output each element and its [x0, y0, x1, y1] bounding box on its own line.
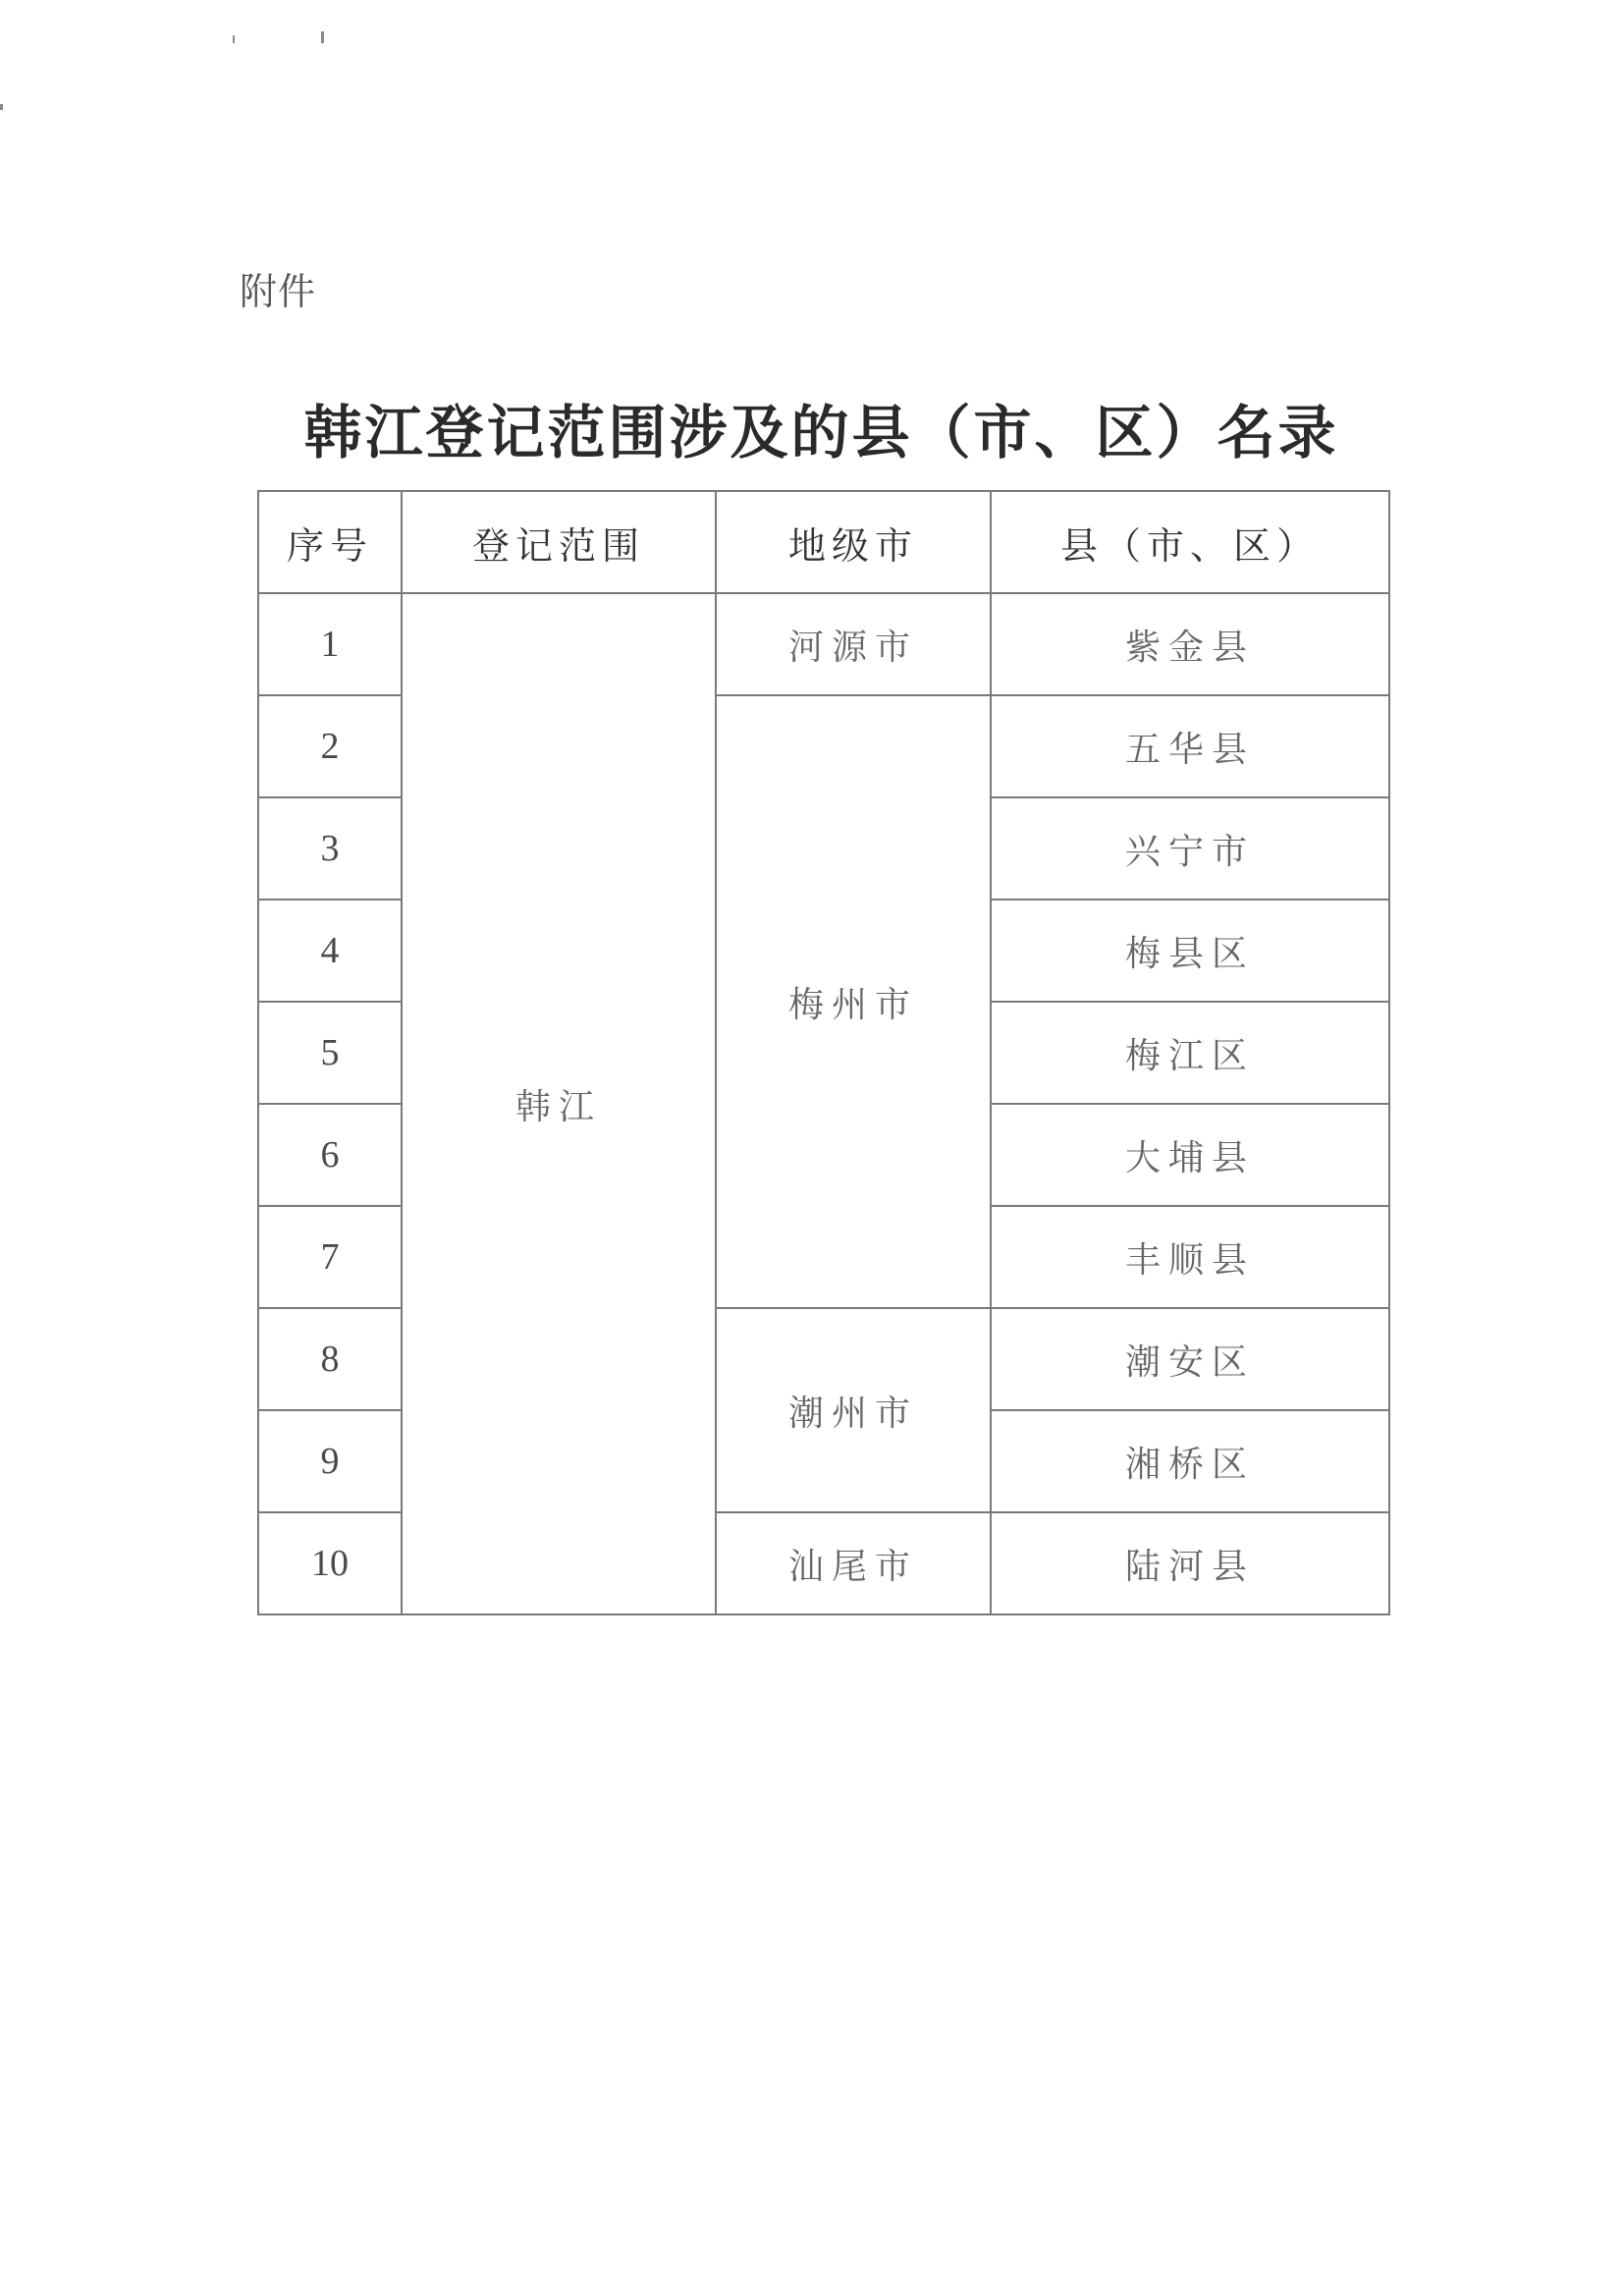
row-seq: 8: [258, 1308, 402, 1410]
row-seq: 2: [258, 695, 402, 797]
header-scope: 登记范围: [402, 491, 716, 593]
county-cell: 大埔县: [991, 1104, 1389, 1206]
row-seq: 6: [258, 1104, 402, 1206]
row-seq: 5: [258, 1002, 402, 1104]
scan-mark: [233, 35, 235, 43]
document-title: 韩江登记范围涉及的县（市、区）名录: [303, 399, 1339, 466]
table-row: [258, 593, 1389, 695]
county-cell: 陆河县: [991, 1512, 1389, 1614]
county-cell: 紫金县: [991, 593, 1389, 695]
county-cell: 梅县区: [991, 900, 1389, 1002]
row-seq: 4: [258, 900, 402, 1002]
county-cell: 梅江区: [991, 1002, 1389, 1104]
header-city: 地级市: [716, 491, 991, 593]
header-county: 县（市、区）: [991, 491, 1389, 593]
scope-cell: 韩江: [402, 593, 716, 1614]
county-cell: 湘桥区: [991, 1410, 1389, 1512]
county-cell: 丰顺县: [991, 1206, 1389, 1308]
header-seq: 序号: [258, 491, 402, 593]
row-seq: 9: [258, 1410, 402, 1512]
county-cell: 潮安区: [991, 1308, 1389, 1410]
table-header-row: [258, 491, 1389, 593]
row-seq: 3: [258, 797, 402, 900]
attachment-label: 附件: [240, 270, 317, 313]
row-seq: 10: [258, 1512, 402, 1614]
city-cell: 河源市: [716, 593, 991, 695]
city-cell: 汕尾市: [716, 1512, 991, 1614]
scan-mark: [0, 104, 3, 110]
city-cell: 梅州市: [716, 695, 991, 1308]
row-seq: 7: [258, 1206, 402, 1308]
county-registry-table: [257, 490, 1390, 1615]
county-cell: 五华县: [991, 695, 1389, 797]
row-seq: 1: [258, 593, 402, 695]
city-cell: 潮州市: [716, 1308, 991, 1512]
county-cell: 兴宁市: [991, 797, 1389, 900]
scan-mark: [321, 31, 324, 43]
